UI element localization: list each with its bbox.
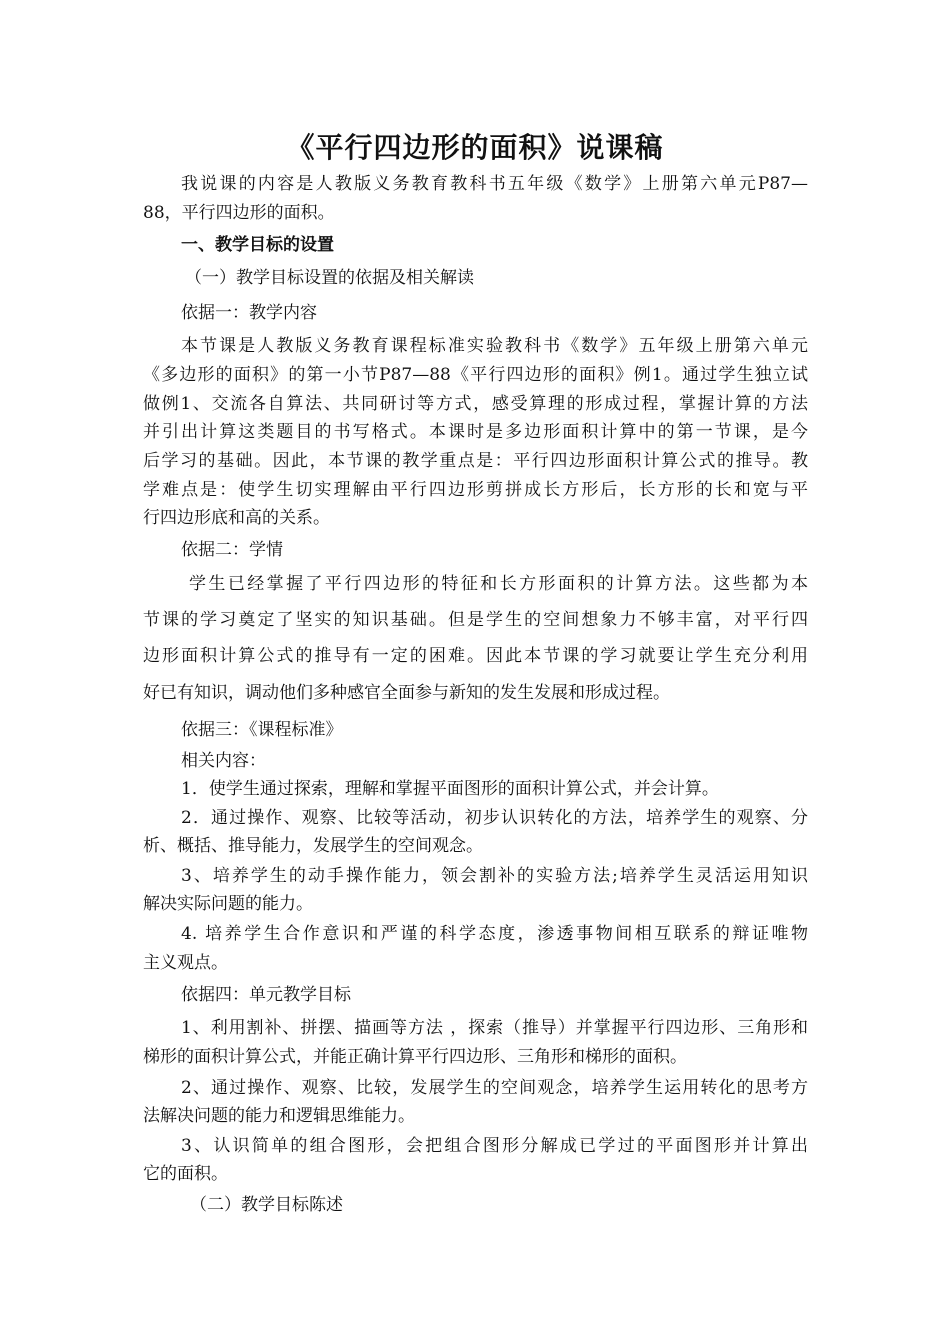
list-item: 2．通过操作、观察、比较等活动，初步认识转化的方法，培养学生的观察、分 [181,808,808,828]
list-item: 1．使学生通过探索，理解和掌握平面图形的面积计算公式，并会计算。 [181,779,719,799]
paragraph-line: 学难点是：使学生切实理解由平行四边形剪拼成长方形后，长方形的长和宽与平 [143,480,808,500]
paragraph-line: 88，平行四边形的面积。 [143,203,335,223]
paragraph-line: 并引出计算这类题目的书写格式。本课时是多边形面积计算中的第一节课，是今 [143,422,808,442]
list-item: 3、培养学生的动手操作能力，领会割补的实验方法;培养学生灵活运用知识 [181,866,808,886]
list-item-continued: 主义观点。 [143,953,228,973]
list-item: 4. 培养学生合作意识和严谨的科学态度，渗透事物间相互联系的辩证唯物 [181,924,808,944]
list-item: 1、利用割补、拼摆、描画等方法 ，探索（推导）并掌握平行四边形、三角形和 [181,1018,808,1038]
list-item-continued: 梯形的面积计算公式，并能正确计算平行四边形、三角形和梯形的面积。 [143,1047,687,1067]
paragraph-line: 相关内容： [181,751,266,771]
subsection-heading: （二）教学目标陈述 [190,1195,343,1215]
paragraph-line: 学生已经掌握了平行四边形的特征和长方形面积的计算方法。这些都为本 [189,574,808,594]
paragraph-line: 本节课是人教版义务教育课程标准实验教科书《数学》五年级上册第六单元 [181,336,808,356]
paragraph-line: 后学习的基础。因此，本节课的教学重点是：平行四边形面积计算公式的推导。教 [143,451,808,471]
paragraph-line: 做例1、交流各自算法、共同研讨等方式，感受算理的形成过程，掌握计算的方法 [143,394,808,414]
list-item-continued: 它的面积。 [143,1164,228,1184]
list-item-continued: 析、概括、推导能力，发展学生的空间观念。 [143,836,483,856]
basis-heading: 依据四：单元教学目标 [181,985,351,1005]
basis-heading: 依据三：《课程标准》 [181,720,343,740]
list-item: 2、通过操作、观察、比较，发展学生的空间观念，培养学生运用转化的思考方 [181,1078,808,1098]
basis-heading: 依据二：学情 [181,540,283,560]
section-heading: 一、教学目标的设置 [181,235,334,255]
paragraph-line: 好已有知识，调动他们多种感官全面参与新知的发生发展和形成过程。 [143,683,670,703]
list-item-continued: 法解决问题的能力和逻辑思维能力。 [143,1106,415,1126]
paragraph-line: 节课的学习奠定了坚实的知识基础。但是学生的空间想象力不够丰富，对平行四 [143,610,808,630]
subsection-heading: （一）教学目标设置的依据及相关解读 [185,268,474,288]
paragraph-line: 《多边形的面积》的第一小节P87—88《平行四边形的面积》例1。通过学生独立试 [143,365,808,385]
paragraph-line: 边形面积计算公式的推导有一定的困难。因此本节课的学习就要让学生充分利用 [143,646,808,666]
paragraph-line: 行四边形底和高的关系。 [143,508,330,528]
paragraph-line: 我说课的内容是人教版义务教育教科书五年级《数学》上册第六单元P87— [181,174,808,194]
basis-heading: 依据一：教学内容 [181,303,317,323]
list-item-continued: 解决实际问题的能力。 [143,894,313,914]
document-title: 《平行四边形的面积》说课稿 [286,131,664,164]
list-item: 3、认识简单的组合图形，会把组合图形分解成已学过的平面图形并计算出 [181,1136,808,1156]
